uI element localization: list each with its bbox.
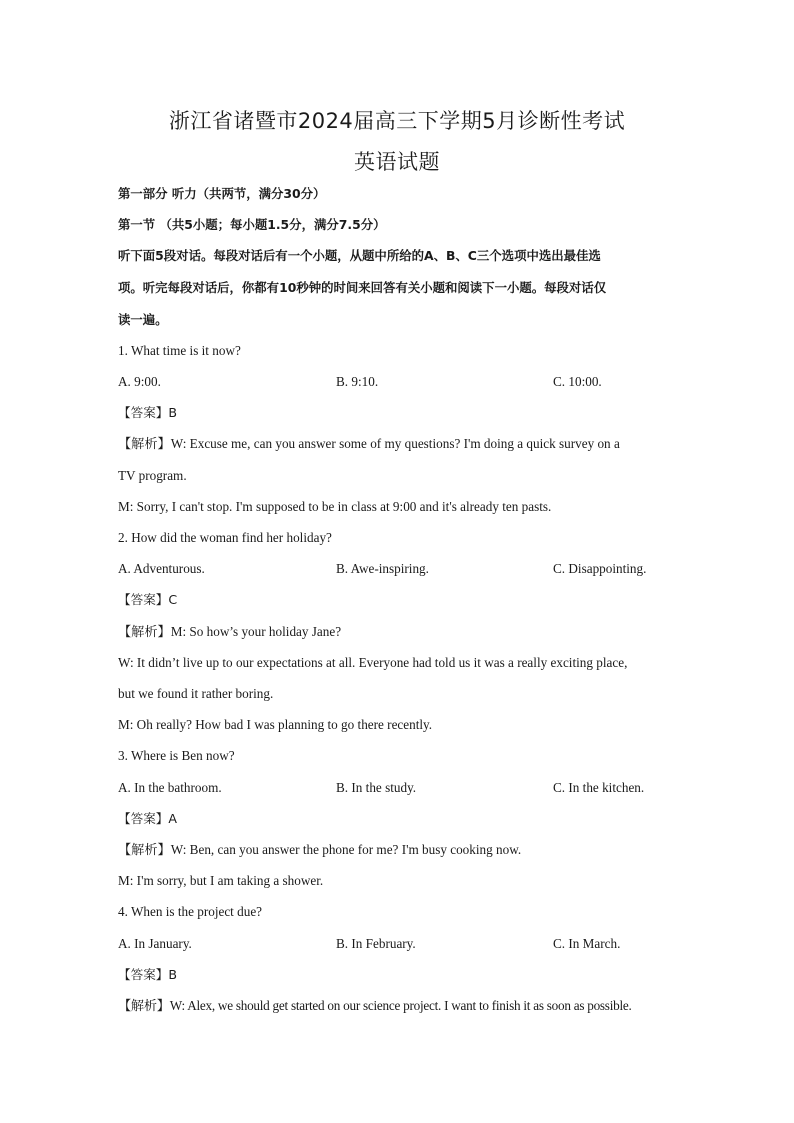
instructions-line-2: 项。听完每段对话后，你都有10秒钟的时间来回答有关小题和阅读下一小题。每段对话仅 (118, 280, 607, 295)
q3-option-c: C. In the kitchen. (553, 780, 645, 795)
q1-option-a: A. 9:00. (118, 374, 161, 389)
question-4: 4. When is the project due? (118, 904, 263, 919)
q2-option-b: B. Awe-inspiring. (336, 561, 429, 576)
q1-option-c: C. 10:00. (553, 374, 602, 389)
q1-answer: 【答案】B (118, 405, 178, 420)
q4-option-a: A. In January. (118, 936, 192, 951)
instructions-line-1: 听下面5段对话。每段对话后有一个小题，从题中所给的A、B、C三个选项中选出最佳选 (118, 248, 601, 263)
q2-option-c: C. Disappointing. (553, 561, 647, 576)
q3-option-b: B. In the study. (336, 780, 417, 795)
question-2: 2. How did the woman find her holiday? (118, 530, 332, 545)
q4-explanation-line-1: 【解析】W: Alex, we should get started on our science project. I want to finish it as soon as possible. (118, 998, 632, 1013)
q3-explanation-line-2: M: I'm sorry, but I am taking a shower. (118, 873, 324, 888)
section-heading: 第一节 （共5小题；每小题1.5分，满分7.5分） (118, 217, 386, 232)
q2-explanation-line-2: W: It didn’t live up to our expectations at all. Everyone had told us it was a really exciting place, (118, 655, 628, 670)
q3-option-a: A. In the bathroom. (118, 780, 222, 795)
q3-answer: 【答案】A (118, 811, 177, 826)
q1-explanation-line-1: 【解析】W: Excuse me, can you answer some of my questions? I'm doing a quick survey on a (118, 436, 620, 451)
q2-explanation-line-1: 【解析】M: So how’s your holiday Jane? (118, 624, 342, 639)
q4-option-c: C. In March. (553, 936, 621, 951)
q1-explanation-line-2: TV program. (118, 468, 187, 483)
q1-option-b: B. 9:10. (336, 374, 379, 389)
q2-option-a: A. Adventurous. (118, 561, 205, 576)
q2-explanation-line-3: but we found it rather boring. (118, 686, 274, 701)
q2-explanation-line-4: M: Oh really? How bad I was planning to go there recently. (118, 717, 433, 732)
question-3: 3. Where is Ben now? (118, 748, 235, 763)
q3-explanation-line-1: 【解析】W: Ben, can you answer the phone for me? I'm busy cooking now. (118, 842, 522, 857)
document-title: 浙江省诸暨市2024届高三下学期5月诊断性考试 (168, 109, 626, 133)
question-1: 1. What time is it now? (118, 343, 241, 358)
q4-option-b: B. In February. (336, 936, 416, 951)
q4-answer: 【答案】B (118, 967, 178, 982)
part-heading: 第一部分 听力（共两节，满分30分） (118, 186, 326, 201)
instructions-line-3: 读一遍。 (118, 312, 168, 327)
q2-answer: 【答案】C (118, 592, 178, 607)
q1-explanation-line-3: M: Sorry, I can't stop. I'm supposed to be in class at 9:00 and it's already ten pasts. (118, 499, 552, 514)
document-subtitle: 英语试题 (354, 150, 440, 174)
